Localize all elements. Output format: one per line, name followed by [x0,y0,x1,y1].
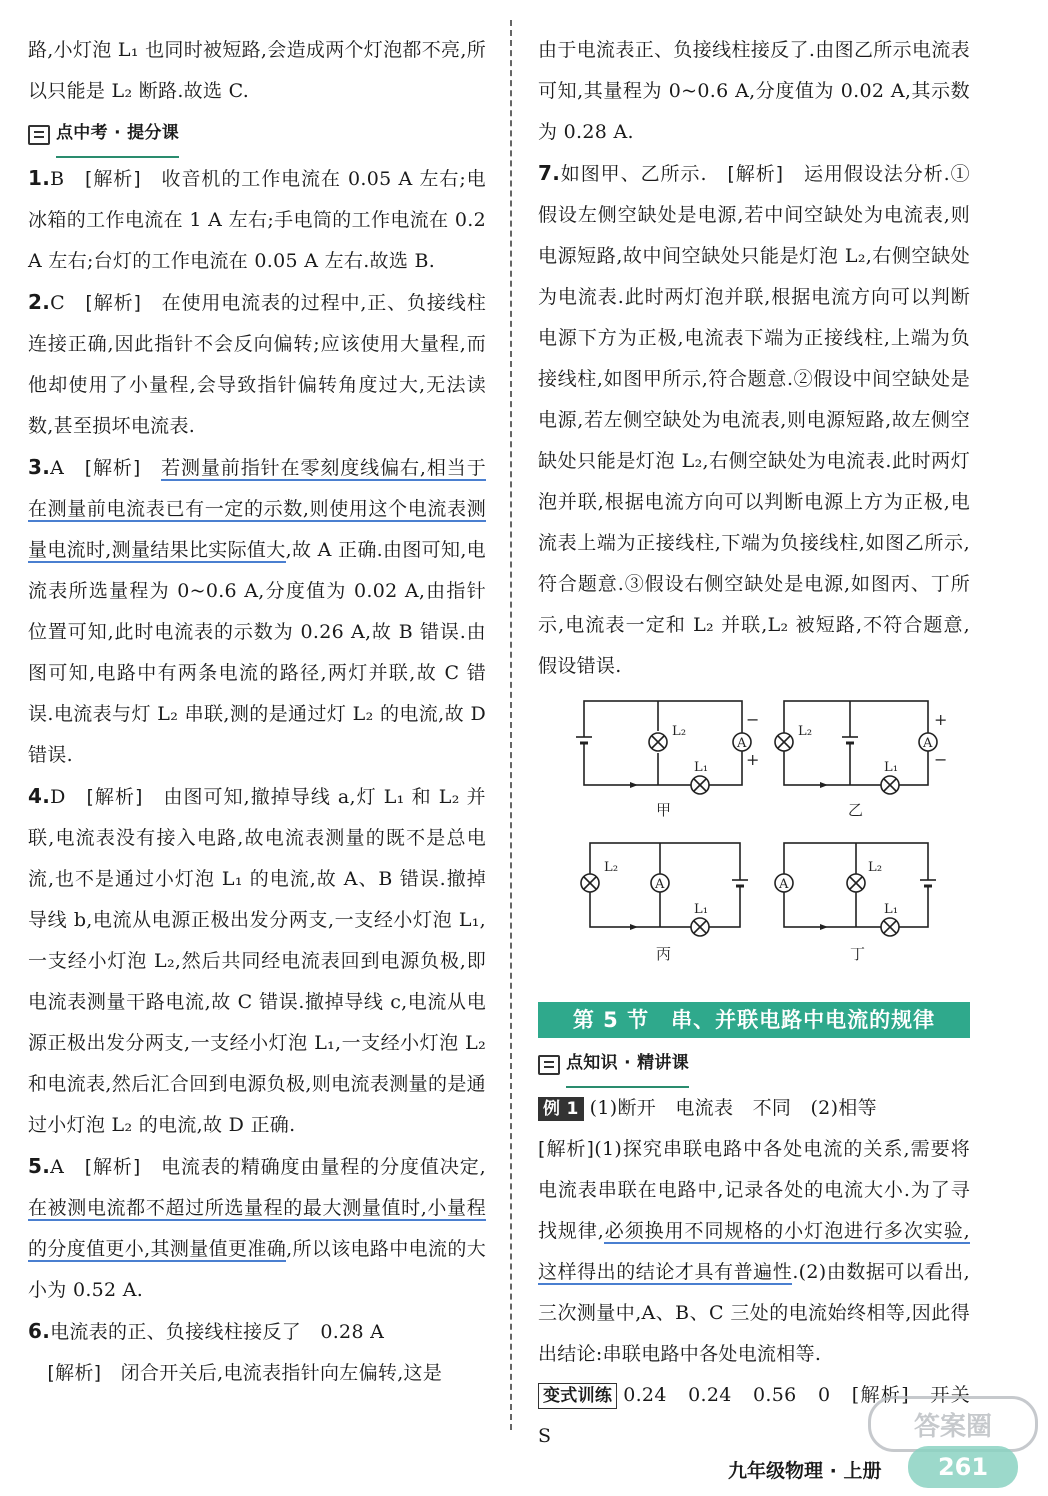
analysis-tag: [解析] [84,1156,141,1178]
item-answer: C [50,292,65,314]
column-divider [510,20,512,1430]
item-answer: 如图甲、乙所示. [560,163,707,185]
item-number: 2. [28,290,51,314]
analysis-tag: [解析] [85,292,142,314]
item-text: 收音机的工作电流在 0.05 A 左右;电冰箱的工作电流在 1 A 左右;手电筒的工作电流在 0.2 A 左右;台灯的工作电流在 0.05 A 左右.故选 B. [28,168,486,272]
item-answer: D [50,786,66,808]
answer-item-1 [28,158,486,282]
key-point-underline: 必须换用不同规格的小灯泡进行多次实验,这样得出的结论才具有普遍性 [538,1220,970,1283]
item-answer: A [50,457,65,479]
item-text: ,故 A 正确.由图可知,电流表所选量程为 0~0.6 A,分度值为 0.02 A,由指针位置可知,此时电流表的示数为 0.26 A,故 B 错误.由图可知,电路中有两条电流的路径,两灯并联,故 C 错误.电流表与灯 L₂ 串联,测的是通过灯 L₂ 的电流,故 D 错误. [28,539,486,766]
minus-sign: − [934,750,948,769]
intro-text: 路,小灯泡 L₁ 也同时被短路,会造成两个灯泡都不亮,所以只能是 L₂ 断路.故选 C. [28,39,486,102]
analysis-tag: [解析] [538,1138,595,1160]
right-column [538,30,970,1457]
section-header-exam [28,116,486,154]
example-1 [538,1088,970,1129]
item-answer: B [50,168,65,190]
label-l1: L₁ [884,902,899,917]
book-icon [538,1055,560,1075]
label-l2: L₂ [868,860,883,875]
analysis-text: .(2)由数据可以看出,三次测量中,A、B、C 三处的电流始终相等,因此得出结论:串联电路中各处电流相等. [538,1261,971,1365]
item-answer: 电流表的正、负接线柱接反了 0.28 A [50,1321,385,1343]
item-number: 3. [28,455,51,479]
analysis-pre-text: (1)探究串联电路中各处电流的关系,需要将电流表串联在电路中,记录各处的电流大小.为了寻找规律, [538,1138,970,1242]
analysis-tag: [解析] [47,1362,102,1384]
book-icon [28,125,50,145]
item-text: 运用假设法分析.①假设左侧空缺处是电源,若中间空缺处为电流表,则电源短路,故中间空缺处只能是灯泡 L₂,右侧空缺处为电流表.此时两灯泡并联,根据电流方向可以判断电源下方为正极,电流表下端为正接线柱,上端为负接线柱,如图甲所示,符合题意.②假设中间空缺处是电源,若左侧空缺处为电流表,则电源短路,故左侧空缺处只能是灯泡 L₂,右侧空缺处为电流表.此时两灯泡并联,根据电流方向可以判断电源上方为正极,电流表上端为正接线柱,下端为负接线柱,如图乙所示,符合题意.③假设右侧空缺处是电源,如图丙、丁所示,电流表一定和 L₂ 并联,L₂ 被短路,不符合题意,假设错误. [538,163,970,677]
section-title: 点中考 · 提分课 [56,113,179,158]
example-tag: 例 1 [538,1097,584,1121]
item-number: 5. [28,1154,51,1178]
ammeter-label: A [923,736,933,751]
plus-sign: + [934,710,948,729]
footer-subject: 九年级物理 · 上册 [728,1460,882,1482]
item-text: 闭合开关后,电流表指针向左偏转,这是 [120,1362,443,1384]
item-text: 在使用电流表的过程中,正、负接线柱连接正确,因此指针不会反向偏转;应该使用大量程,而他却使用了小量程,会导致指针偏转角度过大,无法读数,甚至损坏电流表. [28,292,486,437]
answer-item-5 [28,1146,486,1311]
item-number: 7. [538,161,561,185]
current-arrow [630,782,638,788]
circuit-bing [581,843,748,963]
analysis-tag: [解析] [84,168,141,190]
caption-ding: 丁 [850,945,866,963]
circuit-yi [775,701,948,819]
caption-yi: 乙 [848,801,864,819]
variant-tag: 变式训练 [538,1383,617,1409]
label-l2: L₂ [672,724,687,739]
item-text: 由图可知,撤掉导线 a,灯 L₁ 和 L₂ 并联,电流表没有接入电路,故电流表测量的既不是总电流,也不是通过小灯泡 L₁ 的电流,故 A、B 错误.撤掉导线 b,电流从电源正极出发分两支,一支经小灯泡 L₁,一支经小灯泡 L₂,然后共同经电流表回到电源负极,即电流表测量干路电流,故 C 错误.撤掉导线 c,电流从电源正极出发分两支,一支经小灯泡 L₁,一支经小灯泡 L₂ 和电流表,然后汇合回到电源负极,则电流表测量的是通过小灯泡 L₂ 的电流,故 D 正确. [28,786,486,1136]
answer-item-3 [28,447,486,776]
section-header-knowledge [538,1046,970,1084]
ammeter-label: A [779,877,789,892]
plus-sign: + [746,750,760,769]
example-analysis [538,1129,970,1375]
analysis-tag: [解析] [84,457,141,479]
left-column [28,30,486,1394]
label-l1: L₁ [694,902,709,917]
ammeter-label: A [737,736,747,751]
minus-sign: − [746,710,760,729]
caption-bing: 丙 [656,945,672,963]
analysis-tag: [解析] [727,163,784,185]
item-answer: A [50,1156,65,1178]
caption-jia: 甲 [656,801,672,819]
analysis-tag: [解析] [86,786,143,808]
item-pre-text: 电流表的精确度由量程的分度值决定, [161,1156,486,1178]
answer-item-2 [28,282,486,447]
key-point-underline: 在被测电流都不超过所选量程的最大测量值时,小量程的分度值更小,其测量值更准确 [28,1197,486,1260]
circuit-jia [576,701,760,819]
answer-item-6 [28,1311,486,1394]
current-arrow [820,782,828,788]
answer-item-7 [538,153,970,687]
circuit-diagrams [538,693,970,973]
answer-item-4 [28,776,486,1146]
current-arrow [630,924,638,930]
item-text: ,所以该电路中电流的大小为 0.52 A. [28,1238,486,1301]
label-l2: L₂ [798,724,813,739]
section-title: 点知识 · 精讲课 [566,1043,689,1088]
label-l1: L₁ [694,760,709,775]
label-l2: L₂ [604,860,619,875]
example-answer: (1)断开 电流表 不同 (2)相等 [589,1097,877,1119]
watermark-logo: 答案圈 [868,1396,1038,1452]
ammeter-label: A [655,877,665,892]
item-number: 6. [28,1319,51,1343]
label-l1: L₁ [884,760,899,775]
page-number: 261 [908,1446,1018,1488]
item-number: 1. [28,166,51,190]
variant-answer: 0.24 0.24 0.56 0 [解析] 开关 S [538,1384,970,1447]
key-point-underline: 若测量前指针在零刻度线偏右,相当于在测量前电流表已有一定的示数,则使用这个电流表测量电流时,测量结果比实际值大 [28,457,486,561]
continued-text: 由于电流表正、负接线柱接反了.由图乙所示电流表可知,其量程为 0~0.6 A,分度值为 0.02 A,其示数为 0.28 A. [538,39,970,143]
item-number: 4. [28,784,51,808]
section-banner: 第 5 节 串、并联电路中电流的规律 [538,1002,970,1038]
circuit-ding [775,843,936,963]
current-arrow [820,924,828,930]
